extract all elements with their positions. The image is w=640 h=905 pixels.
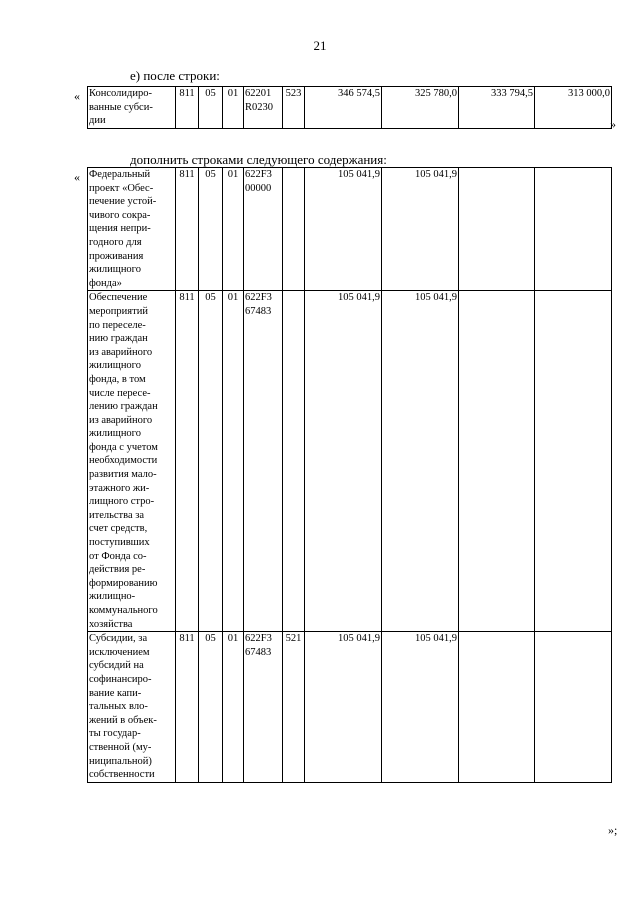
amount-cell: 313 000,0	[535, 87, 612, 129]
amount-cell: 105 041,9	[305, 291, 382, 632]
amount-cell	[459, 168, 535, 291]
amount-cell: 333 794,5	[459, 87, 535, 129]
amount-cell	[459, 291, 535, 632]
table-row	[88, 632, 612, 783]
expense-type-code	[283, 168, 305, 291]
section-code: 05	[199, 168, 223, 291]
table-row	[88, 291, 612, 632]
addition-intro: дополнить строками следующего содержания:	[130, 152, 387, 167]
ministry-code: 811	[176, 168, 199, 291]
table-row	[88, 168, 612, 291]
expense-type-code	[283, 291, 305, 632]
section-code: 05	[199, 632, 223, 783]
amount-cell: 346 574,5	[305, 87, 382, 129]
table-row	[88, 87, 612, 129]
ministry-code: 811	[176, 291, 199, 632]
section-e-open-quote: «	[74, 89, 80, 103]
amount-cell	[535, 632, 612, 783]
subsection-code: 01	[223, 168, 244, 291]
addition-open-quote: «	[74, 170, 80, 184]
amount-cell: 105 041,9	[305, 632, 382, 783]
amount-cell	[535, 291, 612, 632]
row-name: Федеральный проект «Обес- печение устой- чивого сокра- щения непри- годного для проживания жилищного фонда»	[88, 168, 176, 291]
section-e-table	[87, 86, 612, 129]
amount-cell: 105 041,9	[382, 168, 459, 291]
amount-cell: 105 041,9	[382, 291, 459, 632]
subsection-code: 01	[223, 87, 244, 129]
target-article-code: 622F3 00000	[244, 168, 283, 291]
addition-close-quote: »;	[608, 823, 618, 837]
addition-table	[87, 167, 612, 783]
subsection-code: 01	[223, 632, 244, 783]
section-e-intro: е) после строки:	[130, 68, 220, 83]
amount-cell	[535, 168, 612, 291]
page-number: 21	[313, 38, 327, 53]
amount-cell: 105 041,9	[382, 632, 459, 783]
row-name: Консолидиро- ванные субси- дии	[88, 87, 176, 129]
target-article-code: 62201 R0230	[244, 87, 283, 129]
target-article-code: 622F3 67483	[244, 632, 283, 783]
target-article-code: 622F3 67483	[244, 291, 283, 632]
expense-type-code: 523	[283, 87, 305, 129]
amount-cell: 105 041,9	[305, 168, 382, 291]
section-code: 05	[199, 291, 223, 632]
section-code: 05	[199, 87, 223, 129]
ministry-code: 811	[176, 632, 199, 783]
subsection-code: 01	[223, 291, 244, 632]
row-name: Субсидии, за исключением субсидий на софинансиро- вание капи- тальных вло- жений в объек- ты государ- ственной (му- ниципальной) собственности	[88, 632, 176, 783]
section-e-close-quote: »	[610, 117, 616, 131]
expense-type-code: 521	[283, 632, 305, 783]
row-name: Обеспечение мероприятий по переселе- нию граждан из аварийного жилищного фонда, в том числе пересе- лению граждан из аварийного жилищного фонда с учетом необходимости развития мало- этажного жи- лищного стро- ительства за счет средств, поступивших от Фонда со- действия ре- формированию жилищно- коммунального хозяйства	[88, 291, 176, 632]
amount-cell: 325 780,0	[382, 87, 459, 129]
amount-cell	[459, 632, 535, 783]
ministry-code: 811	[176, 87, 199, 129]
